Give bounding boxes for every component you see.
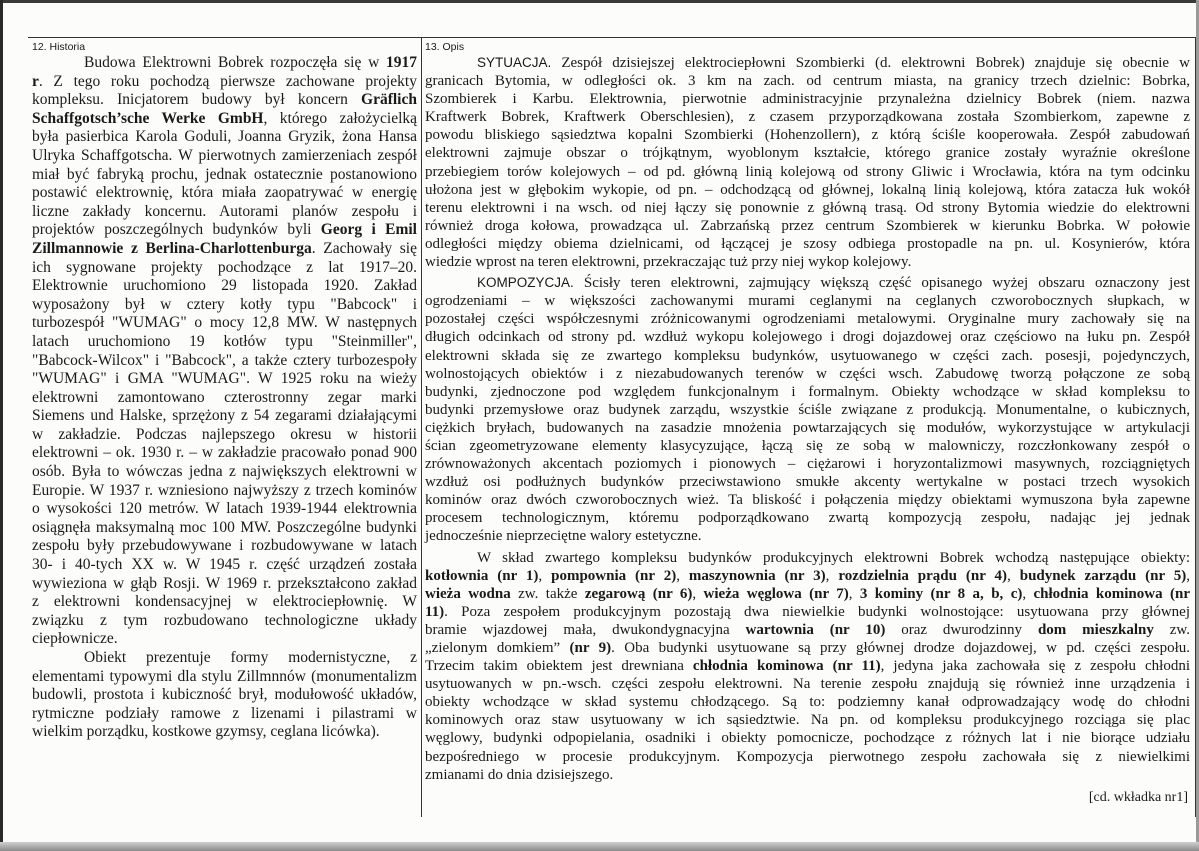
text-run: 30- i 40-tych XX w. W 1945 r. część urządzeń została bbox=[32, 556, 417, 574]
bold-text-run: Georg i Emil bbox=[320, 221, 417, 239]
description-body bbox=[425, 54, 1190, 784]
text-line bbox=[425, 766, 1190, 784]
text-line bbox=[32, 370, 417, 389]
text-run: latach uruchomiono 19 kotłów typu "Steinmiller", bbox=[32, 332, 417, 350]
text-run: , bbox=[1022, 585, 1034, 602]
text-line bbox=[425, 253, 1190, 271]
history-body bbox=[32, 54, 417, 742]
text-run: elektrowni zajmuje obszar o trójkątnym, wyoblonym kształcie, którego granice zostały wyraźnie określone bbox=[425, 145, 1190, 162]
text-line bbox=[32, 110, 417, 129]
scan-edge-bottom bbox=[0, 842, 1199, 851]
top-rule bbox=[28, 37, 1195, 38]
text-run: o wysokości 120 metrów. W latach 1939-1944 elektrownia bbox=[32, 500, 417, 518]
text-line bbox=[425, 473, 1190, 491]
text-run: Ścisły teren elektrowni, zajmujący większą część opisanego wyżej obszaru oznaczony jest bbox=[573, 275, 1190, 292]
text-run: budynki, zjednoczone pod względem funkcjonalnym i formalnym. Obiekty wchodzące w skład kompleksu to bbox=[425, 383, 1190, 400]
text-line bbox=[425, 621, 1190, 639]
subsection-heading: KOMPOZYCJA. bbox=[477, 275, 574, 291]
text-run: . Zachowały się bbox=[311, 239, 417, 257]
text-run: pozostałej części współczesnymi zróżnicowanymi ogrodzeniami metalowymi. Oryginalne mury zachowały się na bbox=[425, 311, 1190, 328]
bold-text-run: wieża węglowa (nr 7) bbox=[703, 585, 849, 602]
text-line bbox=[425, 181, 1190, 199]
text-line bbox=[425, 365, 1190, 383]
text-run: „zielonym domkiem” bbox=[425, 640, 570, 656]
text-line bbox=[32, 73, 417, 92]
text-run: wolnostojących obiektów i z niezabudowanych terenów w części wsch. Zabudowę tworzą połączone ze sobą bbox=[425, 365, 1190, 382]
text-line bbox=[32, 668, 417, 687]
text-run: , bbox=[825, 567, 839, 584]
text-line bbox=[32, 389, 417, 408]
continuation-note: [cd. wkładka nr1] bbox=[1088, 790, 1188, 805]
text-run: wyposażony był w cztery kotły typu "Babcock" i bbox=[32, 295, 417, 313]
text-run: . Oba budynki usytuowane są przy głównej drodze dojazdowej, w pd. części zespołu. bbox=[611, 640, 1190, 656]
text-run: rytmiczne podziały ramowe z lizenami i pilastrami w bbox=[32, 704, 417, 722]
text-run: zw. także bbox=[510, 585, 585, 602]
text-run: zmianami do dnia dzisiejszego. bbox=[425, 766, 614, 783]
bold-text-run: r bbox=[32, 72, 39, 90]
text-run: usytuowanych w pn.-wsch. części zespołu elektrowni. Na terenie zespołu znajdują się również inne urządzenia i bbox=[425, 676, 1190, 693]
text-line bbox=[425, 603, 1190, 621]
bold-text-run: 11) bbox=[425, 603, 445, 620]
text-line bbox=[32, 463, 417, 482]
text-line bbox=[32, 482, 417, 501]
text-run: Budowa Elektrowni Bobrek rozpoczęła się w bbox=[84, 54, 386, 71]
text-line bbox=[425, 437, 1190, 455]
text-run: oraz dwurodzinny bbox=[885, 621, 1038, 638]
text-line bbox=[32, 500, 417, 519]
text-run: z elektrowni kondensacyjnej w elektrociepłownię. W bbox=[32, 593, 417, 611]
text-line bbox=[32, 519, 417, 538]
text-run: , bbox=[676, 567, 689, 584]
paragraph bbox=[32, 54, 417, 649]
paragraph bbox=[32, 649, 417, 742]
text-run: przebiegiem torów kolejowych – od pd. główną linią kolejową od strony Gliwic i Wrocławia, która na tym odcinku bbox=[425, 163, 1190, 180]
text-line bbox=[32, 575, 417, 594]
bold-text-run: pompownia (nr 2) bbox=[551, 567, 677, 584]
text-line bbox=[425, 748, 1190, 766]
text-run: budynki przemysłowe oraz budynek zarządu, wszystkie ściśle związane z produkcją. Monumentalne, o kubicznych, bbox=[425, 401, 1190, 418]
text-line bbox=[32, 54, 417, 73]
text-line bbox=[32, 221, 417, 240]
bold-text-run: Zillmannowie z Berlina-Charlottenburga bbox=[32, 239, 312, 257]
text-run: procesem technologicznym, któremu podporządkowano zwartą kompozycją zespołu, nadając jej jednak bbox=[425, 510, 1190, 527]
text-run: ścian zgeometryzowane elementy klasycyzujące, łączą się ze sobą w malowniczy, rozczłonkowany zespół o bbox=[425, 437, 1190, 454]
text-run: zw. bbox=[1153, 621, 1190, 638]
text-line bbox=[32, 184, 417, 203]
text-line bbox=[32, 444, 417, 463]
text-run: "WUMAG" i GMA "WUMAG". W 1925 roku na wieży bbox=[32, 370, 417, 388]
text-line bbox=[32, 314, 417, 333]
bold-text-run: chłodnia kominowa (nr 11) bbox=[692, 658, 881, 675]
text-line bbox=[425, 310, 1190, 328]
text-run: , bbox=[692, 585, 704, 602]
text-run: elektrowni zamontowano czterostronny zegar marki bbox=[32, 388, 417, 406]
text-run: elementami typowymi dla stylu Zillmnnów (monumentalizm bbox=[32, 667, 417, 685]
text-line bbox=[425, 383, 1190, 401]
scan-edge-left bbox=[0, 0, 3, 851]
text-run: ciężkich bryłach, budowanych na zasadzie mnożenia powtarzających się modułów, wykorzystujące w artykulacji bbox=[425, 419, 1190, 436]
bold-text-run: dom mieszkalny bbox=[1037, 621, 1154, 638]
text-line bbox=[32, 240, 417, 259]
text-line bbox=[425, 274, 1190, 292]
bold-text-run: rozdzielnia prądu (nr 4) bbox=[838, 567, 1008, 584]
text-line bbox=[32, 612, 417, 631]
text-line bbox=[425, 235, 1190, 253]
text-run: Ulryka Schaffgotscha. W pierwotnych zamierzeniach zespół bbox=[32, 146, 417, 164]
text-line bbox=[32, 259, 417, 278]
text-run: również droga kołowa, prowadząca ul. Zabrzańską przez centrum Szombierek w kierunku Bobrka. W połowie bbox=[425, 217, 1190, 234]
text-run: obiekty wchodzące w skład systemu chłodzącego. Są to: podziemny kanał odprowadzający wodę do chłodni bbox=[425, 694, 1190, 711]
text-line bbox=[425, 527, 1190, 545]
bold-text-run: Gräflich bbox=[361, 91, 417, 109]
text-run: W skład zwartego kompleksu budynków produkcyjnych elektrowni Bobrek wchodzą następujące obiekty: bbox=[477, 549, 1190, 566]
text-run: Kraftwerk Bobrek, Kraftwerk Oberschlesien), z czasem przyporządkowana została Szombierkom, zapewne z bbox=[425, 109, 1190, 126]
text-line bbox=[425, 729, 1190, 747]
text-run: terenu elektrowni i na wsch. od niej łączy się ponownie z główną trasą. Od strony Bytomia wiedzie do elektrowni bbox=[425, 199, 1190, 216]
text-line bbox=[32, 296, 417, 315]
text-run: liczne zakłady koncernu. Autorami planów zespołu i bbox=[32, 202, 417, 220]
bold-text-run: budynek zarządu (nr 5) bbox=[1019, 567, 1187, 584]
bold-text-run: 3 kominy (nr 8 a, b, c) bbox=[859, 585, 1023, 602]
text-line bbox=[425, 491, 1190, 509]
text-line bbox=[32, 723, 417, 742]
text-line bbox=[425, 419, 1190, 437]
text-line bbox=[425, 657, 1190, 675]
text-run: . Poza zespołem produkcyjnym pozostają dwa niewielkie budynki wolnostojące: usytuowana przy głównej bbox=[444, 603, 1190, 620]
text-run: odległości między obiema dzielnicami, od łączącej je szosy odbiega prostopadle na pn. ul. Kosynierów, która bbox=[425, 235, 1190, 252]
text-run: kominowych oraz staw usytuowany w ich sąsiedztwie. Na pn. od kompleksu produkcyjnego rozciąga się plac bbox=[425, 712, 1190, 729]
text-line bbox=[425, 163, 1190, 181]
text-line bbox=[32, 166, 417, 185]
text-line bbox=[425, 347, 1190, 365]
column-divider bbox=[421, 37, 422, 817]
text-run: osób. Była to wówczas jedna z największych elektrowni w bbox=[32, 463, 417, 481]
paragraph bbox=[425, 274, 1190, 545]
description-section bbox=[425, 41, 1190, 784]
text-run: ogrodzeniami – w większości zachowanymi murami ceglanymi na ceglanych czworobocznych słupkach, w bbox=[425, 293, 1190, 310]
bold-text-run: maszynownia (nr 3) bbox=[688, 567, 826, 584]
text-line bbox=[32, 686, 417, 705]
text-run: "Babcock-Wilcox" i "Babcock", a także cztery turbozespoły bbox=[32, 351, 417, 369]
bold-text-run: Schaffgotsch’sche Werke GmbH bbox=[32, 109, 264, 127]
text-run: jednocześnie nieprzeciętne walory estetyczne. bbox=[425, 528, 702, 545]
text-run: kompleksu. Inicjatorem budowy był koncern bbox=[32, 91, 362, 109]
text-line bbox=[425, 199, 1190, 217]
text-line bbox=[425, 455, 1190, 473]
text-line bbox=[32, 352, 417, 371]
text-line bbox=[32, 649, 417, 668]
text-line bbox=[32, 593, 417, 612]
scan-edge-top bbox=[0, 0, 1199, 3]
text-line bbox=[425, 90, 1190, 108]
text-run: , którego założycielką bbox=[263, 109, 418, 127]
text-run: Obiekt prezentuje formy modernistyczne, z bbox=[84, 649, 417, 666]
text-line bbox=[425, 509, 1190, 527]
text-line bbox=[32, 128, 417, 147]
text-run: ciepłownicze. bbox=[32, 630, 118, 648]
text-line bbox=[425, 711, 1190, 729]
text-line bbox=[425, 108, 1190, 126]
bold-text-run: (nr 9) bbox=[569, 640, 612, 656]
text-run: budowli, prostota i kubiczność brył, modułowość układów, bbox=[32, 686, 417, 704]
right-border bbox=[1195, 37, 1196, 817]
text-run: wielkim porządku, kostkowe gzymsy, ceglana licówka). bbox=[32, 723, 380, 741]
text-run: turbozespół "WUMAG" o mocy 12,8 MW. W następnych bbox=[32, 314, 417, 332]
text-run: , jedyna jaka zachowała się z zespołu chłodni bbox=[880, 658, 1191, 675]
bold-text-run: wieża wodna bbox=[425, 585, 511, 602]
text-line bbox=[425, 401, 1190, 419]
text-run: , bbox=[1186, 567, 1191, 584]
text-run: Trzecim takim obiektem jest drewniana bbox=[425, 658, 693, 675]
text-line bbox=[425, 126, 1190, 144]
bold-text-run: chłodnia kominowa (nr bbox=[1033, 585, 1191, 602]
text-run: postawić elektrownię, która miała zaopatrywać w energię bbox=[32, 184, 417, 202]
text-line bbox=[32, 705, 417, 724]
text-line bbox=[32, 333, 417, 352]
bold-text-run: kotłownia (nr 1) bbox=[425, 567, 539, 584]
text-line bbox=[425, 549, 1190, 567]
text-run: projektów poszczególnych budynków byli bbox=[32, 221, 321, 239]
text-run: elektrowni – ok. 1930 r. – w zakładzie pracowało ponad 900 bbox=[32, 444, 417, 462]
text-run: . Z tego roku pochodzą pierwsze zachowane projekty bbox=[38, 72, 417, 90]
bold-text-run: wartownia (nr 10) bbox=[745, 621, 886, 638]
text-line bbox=[425, 54, 1190, 72]
text-run: Europie. W 1937 r. wzniesiono najwyższy z trzech kominów bbox=[32, 481, 417, 499]
text-run: kominów oraz dwóch czworobocznych wież. Ta bliskość i połączenia między obiektami wymuszona była zapewne bbox=[425, 492, 1190, 509]
text-run: w zakładzie. Podczas najlepszego okresu w historii bbox=[32, 425, 417, 443]
text-line bbox=[425, 693, 1190, 711]
text-run: węglowy, budynki odpopielania, osadniki i obiekty pomocnicze, pochodzące z różnych lat i nie biorące udziału bbox=[425, 730, 1190, 747]
bold-text-run: zegarową (nr 6) bbox=[584, 585, 693, 602]
bold-text-run: 1917 bbox=[386, 54, 417, 71]
text-line bbox=[425, 675, 1190, 693]
paragraph bbox=[425, 549, 1190, 784]
text-run: wiedzie wprost na teren elektrowni, przekraczając tuż przy niej wykop kolejowy. bbox=[425, 254, 912, 271]
text-run: ich sygnowane projekty pochodzące z lat 1917–20. bbox=[32, 258, 417, 276]
text-run: długich odcinkach od strony pd. wzdłuż wykopu kolejowego i drogi dojazdowej oraz częściowo na łuku pn. Zespół bbox=[425, 329, 1190, 346]
text-run: , bbox=[538, 567, 552, 584]
text-line bbox=[425, 217, 1190, 235]
text-run: wzdłuż osi podłużnych budynków przeciwstawiono smukłe akcenty wertykalne w postaci trzech wysokich bbox=[425, 474, 1190, 491]
text-line bbox=[32, 407, 417, 426]
text-run: osiągnęła maksymalną moc 100 MW. Poszczególne budynki bbox=[32, 518, 417, 536]
text-line bbox=[425, 72, 1190, 90]
text-run: Zespół dzisiejszej elektrociepłowni Szombierki (d. elektrowni Bobrek) znajduje się obecnie w bbox=[551, 55, 1190, 71]
text-line bbox=[425, 567, 1190, 585]
text-line bbox=[32, 277, 417, 296]
section-label-history: 12. Historia bbox=[32, 41, 86, 53]
text-run: miał być fabryką prochu, jednak ostatecznie postanowiono bbox=[32, 165, 417, 183]
text-run: bramie wjazdowej mała, dwukondygnacyjna bbox=[425, 621, 746, 638]
text-run: bezpośredniego w procesie produkcyjnym. Kompozycja pierwotnego zespołu zachowała się z niewielkimi bbox=[425, 748, 1190, 765]
text-run: , bbox=[848, 585, 860, 602]
section-label-description: 13. Opis bbox=[425, 41, 465, 53]
subsection-heading: SYTUACJA. bbox=[477, 55, 552, 70]
text-run: granicach Bytomia, w odległości ok. 3 km na zach. od centrum miasta, na granicy trzech dzielnic: Bobrka, bbox=[425, 73, 1190, 90]
text-run: , bbox=[1007, 567, 1020, 584]
text-line bbox=[32, 426, 417, 445]
text-line bbox=[32, 556, 417, 575]
text-run: Szombierek i Karbu. Elektrownia, pierwotnie administracyjnie przynależna dzielnicy Bobrek (niem. nazwa bbox=[425, 91, 1190, 108]
paragraph bbox=[425, 54, 1190, 271]
text-run: Siemens und Halske, sprzężony z 54 zegarami działającymi bbox=[32, 407, 417, 425]
text-run: była pasierbica Karola Goduli, Joanna Gryzik, żona Hansa bbox=[32, 128, 417, 146]
text-run: zespołu były przebudowywane i rozbudowywane w latach bbox=[32, 537, 417, 555]
text-run: wywieziona w głąb Rosji. W 1969 r. przekształcono zakład bbox=[32, 574, 417, 592]
text-line bbox=[32, 630, 417, 649]
text-line bbox=[32, 203, 417, 222]
text-line bbox=[32, 537, 417, 556]
text-run: powodu bliskiego sąsiedztwa kopalni Szombierki (Hohenzollern), z którą ściśle kooperowała. Zespół zabudowań bbox=[425, 127, 1190, 144]
text-line bbox=[32, 91, 417, 110]
text-run: związku z tym rozbudowano technologiczne układy bbox=[32, 611, 417, 629]
text-run: ułożona jest w głębokim wykopie, od pn. – odchodzącą od głównej, lokalną linią kolejową, która zatacza łuk wokół bbox=[425, 181, 1190, 198]
text-line bbox=[425, 585, 1190, 603]
history-section bbox=[32, 41, 417, 742]
text-run: zrównoważonych akcentach poziomych i pionowych – ciężarowi i horyzontalizmowi masywnych, rozciągniętych bbox=[425, 456, 1190, 473]
text-line bbox=[425, 144, 1190, 162]
text-line bbox=[425, 639, 1190, 657]
text-line bbox=[425, 292, 1190, 310]
text-line bbox=[425, 328, 1190, 346]
text-run: Elektrownie uruchomiono 29 listopada 1920. Zakład bbox=[32, 277, 417, 295]
text-run: elektrowni składa się ze zwartego kompleksu budynków, usytuowanego w części zach. posesji, pojedynczych, bbox=[425, 347, 1190, 364]
text-line bbox=[32, 147, 417, 166]
